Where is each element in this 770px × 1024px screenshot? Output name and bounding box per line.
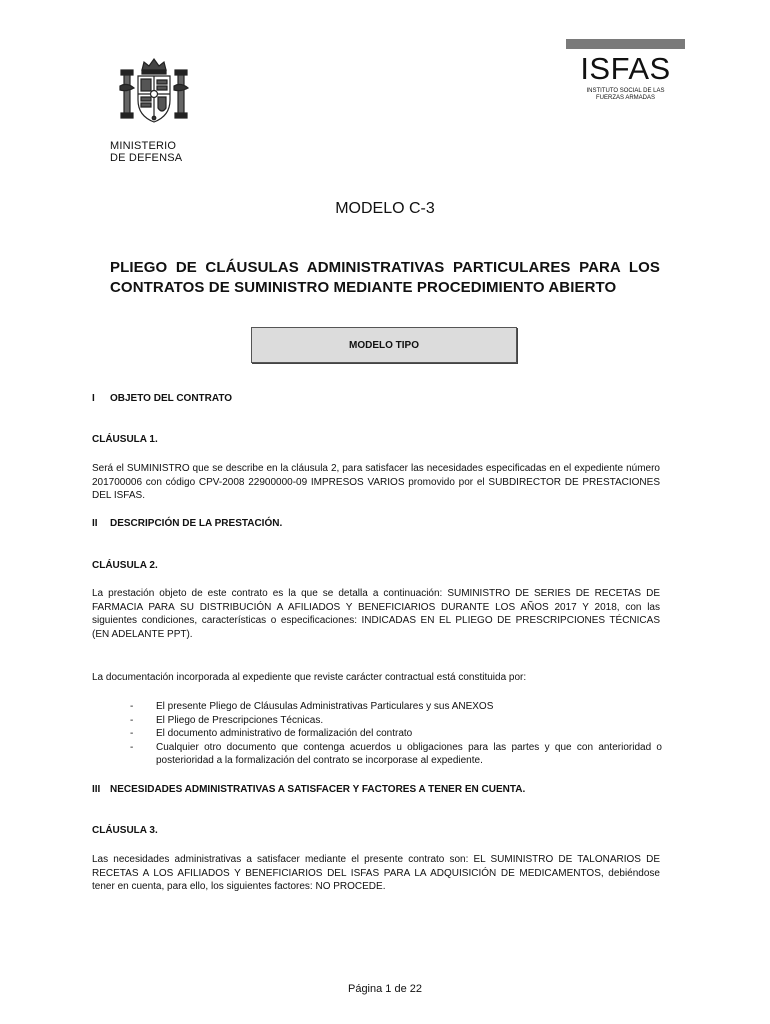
list-item-text: Cualquier otro documento que contenga acuerdos u obligaciones para las partes y que con anterioridad o posterioridad a la formalización del contrato se incorporase al expediente. [156,741,662,766]
isfas-subtitle-line-2: FUERZAS ARMADAS [595,95,655,101]
clause-heading-3: CLÁUSULA 3. [92,825,158,836]
section-number: I [92,393,95,404]
ministry-label [110,140,182,164]
clause-3-paragraph: Las necesidades administrativas a satisfacer mediante el presente contrato son: EL SUMINISTRO DE TALONARIOS DE RECETAS A LOS AFILIADOS Y BENEFICIARIOS DEL ISFAS PARA LA ADQUISICIÓN DE MEDICAMENTOS, debiéndose tener en cuenta, para ello, los siguientes factores: NO PROCEDE. [92,854,660,892]
isfas-logo-subtitle [566,88,685,102]
isfas-subtitle-line-1: INSTITUTO SOCIAL DE LAS [586,88,665,94]
document-title: PLIEGO DE CLÁUSULAS ADMINISTRATIVAS PARTICULARES PARA LOS CONTRATOS DE SUMINISTRO MEDIANTE PROCEDIMIENTO ABIERTO [110,259,660,296]
list-item [130,714,662,728]
ministry-line-1: MINISTERIO [110,140,177,152]
section-title: NECESIDADES ADMINISTRATIVAS A SATISFACER Y FACTORES A TENER EN CUENTA. [110,784,526,795]
model-type-label: MODELO TIPO [349,339,419,351]
section-heading-1 [92,393,232,404]
isfas-logo-bar [566,39,685,49]
section-title: OBJETO DEL CONTRATO [110,393,233,404]
section-heading-2 [92,518,282,529]
spain-coat-of-arms-icon [118,56,190,126]
contract-documents-list [130,700,662,768]
list-bullet: - [130,701,134,712]
section-title: DESCRIPCIÓN DE LA PRESTACIÓN. [110,518,283,529]
model-title: MODELO C-3 [335,200,435,217]
list-item-text: El documento administrativo de formalización del contrato [156,728,413,739]
clause-2-paragraph-1: La prestación objeto de este contrato es la que se detalla a continuación: SUMINISTRO DE SERIES DE RECETAS DE FARMACIA PARA SU DISTRIBUCIÓN A AFILIADOS Y BENEFICIARIOS DURANTE LOS AÑOS 2017 Y 2018, con las siguientes condiciones, características o especificaciones: INDICADAS EN EL PLIEGO DE PRESCRIPCIONES TÉCNICAS (EN ADELANTE PPT). [92,588,660,640]
ministry-line-2: DE DEFENSA [110,152,183,164]
section-heading-3 [92,784,525,795]
list-item-text: El presente Pliego de Cláusulas Administrativas Particulares y sus ANEXOS [156,701,494,712]
clause-heading-2: CLÁUSULA 2. [92,560,158,571]
clause-heading-1: CLÁUSULA 1. [92,434,158,445]
section-number: III [92,784,101,795]
list-item-text: El Pliego de Prescripciones Técnicas. [156,714,324,726]
isfas-logo-text: ISFAS [580,51,671,86]
clause-1-paragraph: Será el SUMINISTRO que se describe en la cláusula 2, para satisfacer las necesidades especificadas en el expediente número 201700006 con código CPV-2008 22900000-09 IMPRESOS VARIOS promovido por el SUBDIRECTOR DE PRESTACIONES DEL ISFAS. [92,463,660,501]
list-bullet: - [130,741,134,753]
list-item [130,700,662,714]
page-number: Página 1 de 22 [347,983,422,995]
list-bullet: - [130,728,134,739]
list-bullet: - [130,714,134,726]
clause-2-paragraph-2: La documentación incorporada al expediente que reviste carácter contractual está constituida por: [92,672,527,683]
section-number: II [92,518,98,529]
model-type-box [251,327,517,363]
list-item [130,727,662,741]
list-item [130,741,662,768]
